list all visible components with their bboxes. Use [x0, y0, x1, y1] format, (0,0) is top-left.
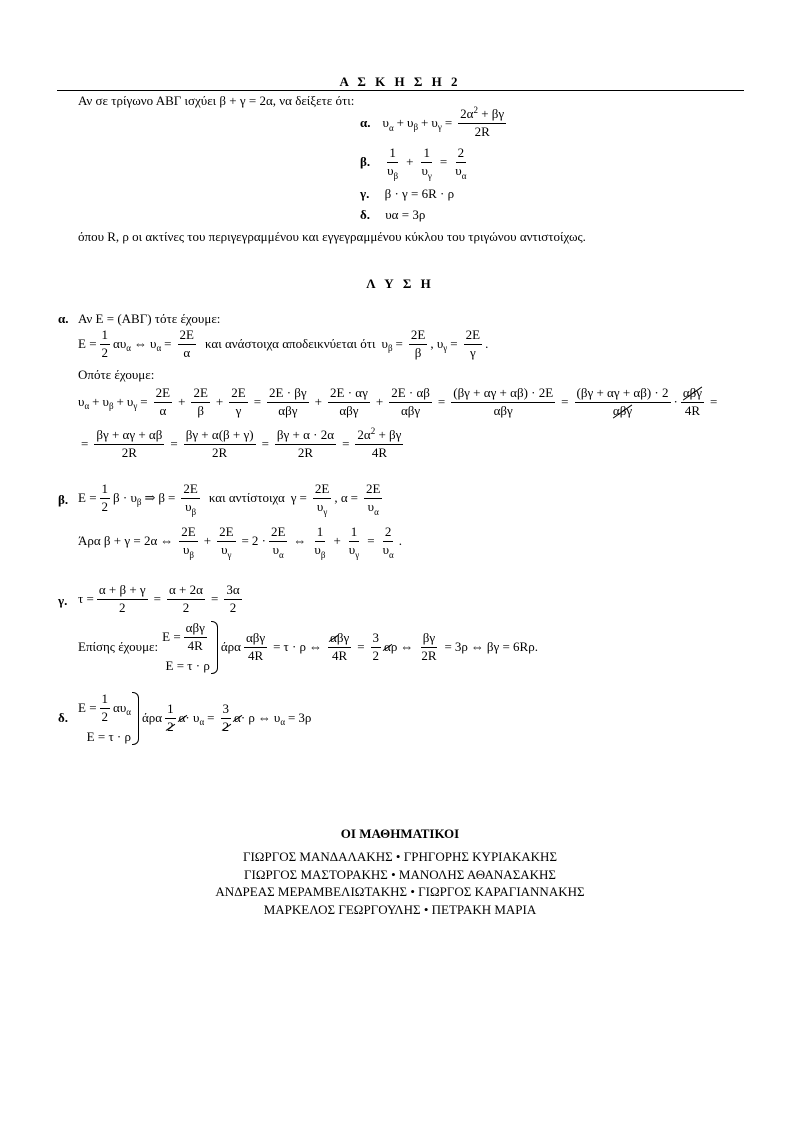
item-label: δ. [360, 207, 370, 222]
exercise-note: όπου R, ρ οι ακτίνες του περιγεγραμμένου και εγγεγραμμένου κύκλου του τριγώνου αντιστοίχως. [78, 229, 586, 244]
solution-b-label: β. [58, 492, 69, 507]
solution-b-line2: Άρα β + γ = 2α ⇔ $\frac{2E}{\upsilon_\beta}$ + $\frac{2E}{\upsilon_\gamma}$ = 2 · $\frac{2E}{\upsilon_\alpha}$ ⇔ $\frac{1}{\upsilon_\beta}$ + $\frac{1}{\upsilon_\gamma}$ = $\frac{2}{\upsilon_\alpha}$ . [78, 524, 402, 560]
solution-b-text2: Άρα β + γ = 2α [78, 533, 158, 549]
author-line: ΜΑΡΚΕΛΟΣ ΓΕΩΡΓΟΥΛΗΣ • ΠΕΤΡΑΚΗ ΜΑΡΙΑ [263, 901, 537, 917]
exercise-item-a: α. $\upsilon_\alpha$ + υ β + υ γ = $\frac{2\alpha^2 + \beta\gamma}{2R}$ [360, 105, 505, 139]
item-label: α. [360, 115, 371, 131]
author-line: ΓΙΩΡΓΟΣ ΜΑΣΤΟΡΑΚΗΣ • ΜΑΝΟΛΗΣ ΑΘΑΝΑΣΑΚΗΣ [244, 866, 556, 882]
solution-a-text2: Οπότε έχουμε: [78, 367, 155, 382]
exercise-item-c [360, 186, 454, 202]
solution-a-intro: Αν Ε = (ΑΒΓ) τότε έχουμε: [78, 311, 221, 326]
solution-a-line3: = $\frac{\beta\gamma + \alpha\gamma + \alpha\beta}{2R}$ = $\frac{\beta\gamma + \alpha(\beta + \gamma)}{2R}$ = $\frac{\beta\gamma + \alpha \cdot 2\alpha}{2R}$ = $\frac{2\alpha^2 + \beta\gamma}{4R}$ [81, 426, 402, 460]
exercise-item-d [360, 207, 425, 223]
solution-b-line1: Ε = $\frac{1}{2}$ β · υ β ⇒ β = $\frac{2E}{\upsilon_\beta}$ και αντίστοιχα γ = $\frac{2E}{\upsilon_\gamma}$ , α = $\frac{2E}{\upsilon_\alpha}$ [78, 481, 381, 517]
item-text: υα = 3ρ [385, 207, 426, 222]
footer-authors [0, 848, 800, 918]
solution-c-text1: Επίσης έχουμε: [78, 639, 159, 655]
item-label: β. [360, 154, 371, 170]
brace [132, 692, 139, 745]
exercise-title: Α Σ Κ Η Σ Η 2 [339, 74, 461, 89]
exercise-statement: Αν σε τρίγωνο ΑΒΓ ισχύει β + γ = 2α, να δείξετε ότι: [78, 93, 355, 108]
solution-d-line1: Ε = $\frac{1}{2}$ αυ α Ε = τ · ρ άρα $\frac{1}{2}$ α · υ α = $\frac{3}{2}$ α · ρ ⇔ υ α = 3ρ [78, 691, 312, 744]
solution-a-line1: Ε = $\frac{1}{2}$ αυ α ⇔ υ α = $\frac{2E}{\alpha}$ και ανάστοιχα αποδεικνύεται ότι υ β = $\frac{2E}{\beta}$ , υ γ = $\frac{2E}{\gamma}$ . [78, 327, 489, 360]
item-label: γ. [360, 186, 370, 201]
title-rule [57, 90, 744, 91]
solution-b-text1: και αντίστοιχα [208, 490, 285, 506]
solution-d-label: δ. [58, 710, 68, 725]
item-text: β · γ = 6R · ρ [384, 186, 455, 201]
solution-c-text2: άρα [220, 639, 241, 655]
solution-a-text1: και ανάστοιχα αποδεικνύεται ότι [204, 336, 376, 352]
solution-c-line2: Επίσης έχουμε: Ε = $\frac{\text{αβγ}}{4R}$ Ε = τ · ρ άρα $\frac{\text{αβγ}}{4R}$ = τ · ρ ⇔ $\frac{\text{αβγ}}{4R}$ = $\frac{3}{2}$ α ρ ⇔ $\frac{\beta\gamma}{2R}$ = 3ρ ⇔ βγ = 6Rρ. [78, 620, 538, 673]
solution-title: Λ Υ Σ Η [366, 276, 434, 291]
footer-heading: ΟΙ ΜΑΘΗΜΑΤΙΚΟΙ [340, 826, 460, 841]
author-line: ΓΙΩΡΓΟΣ ΜΑΝΔΑΛΑΚΗΣ • ΓΡΗΓΟΡΗΣ ΚΥΡΙΑΚΑΚΗΣ [242, 849, 558, 864]
solution-d-text1: άρα [142, 710, 163, 726]
exercise-item-b: β. $\frac{1}{\upsilon_\beta}$ + $\frac{1}{\upsilon_\gamma}$ = $\frac{2}{\upsilon_\alpha}$ [360, 145, 467, 181]
author-line: ΑΝΔΡΕΑΣ ΜΕΡΑΜΒΕΛΙΩΤΑΚΗΣ • ΓΙΩΡΓΟΣ ΚΑΡΑΓΙΑΝΝΑΚΗΣ [215, 884, 585, 899]
solution-a-label: α. [58, 311, 69, 326]
solution-a-line2: υ α + υ β + υ γ = $\frac{2E}{\alpha}$ + $\frac{2E}{\beta}$ + $\frac{2E}{\gamma}$ = $\frac{2E \cdot \beta\gamma}{\text{αβγ}}$ + $\frac{2E \cdot \alpha\gamma}{\text{αβγ}}$ + $\frac{2E \cdot \alpha\beta}{\text{αβγ}}$ = $\frac{(\beta\gamma + \alpha\gamma + \alpha\beta) \cdot 2E}{\text{αβγ}}$ = $\frac{(\beta\gamma + \alpha\gamma + \alpha\beta) \cdot 2}{\text{αβγ}}$ · $\frac{\text{αβγ}}{4R}$ = [78, 385, 718, 418]
solution-c-line1: τ = $\frac{\alpha + \beta + \gamma}{2}$ = $\frac{\alpha + 2\alpha}{2}$ = $\frac{3\alpha}{2}$ [78, 582, 240, 615]
brace [211, 621, 218, 674]
solution-c-label: γ. [58, 593, 68, 608]
